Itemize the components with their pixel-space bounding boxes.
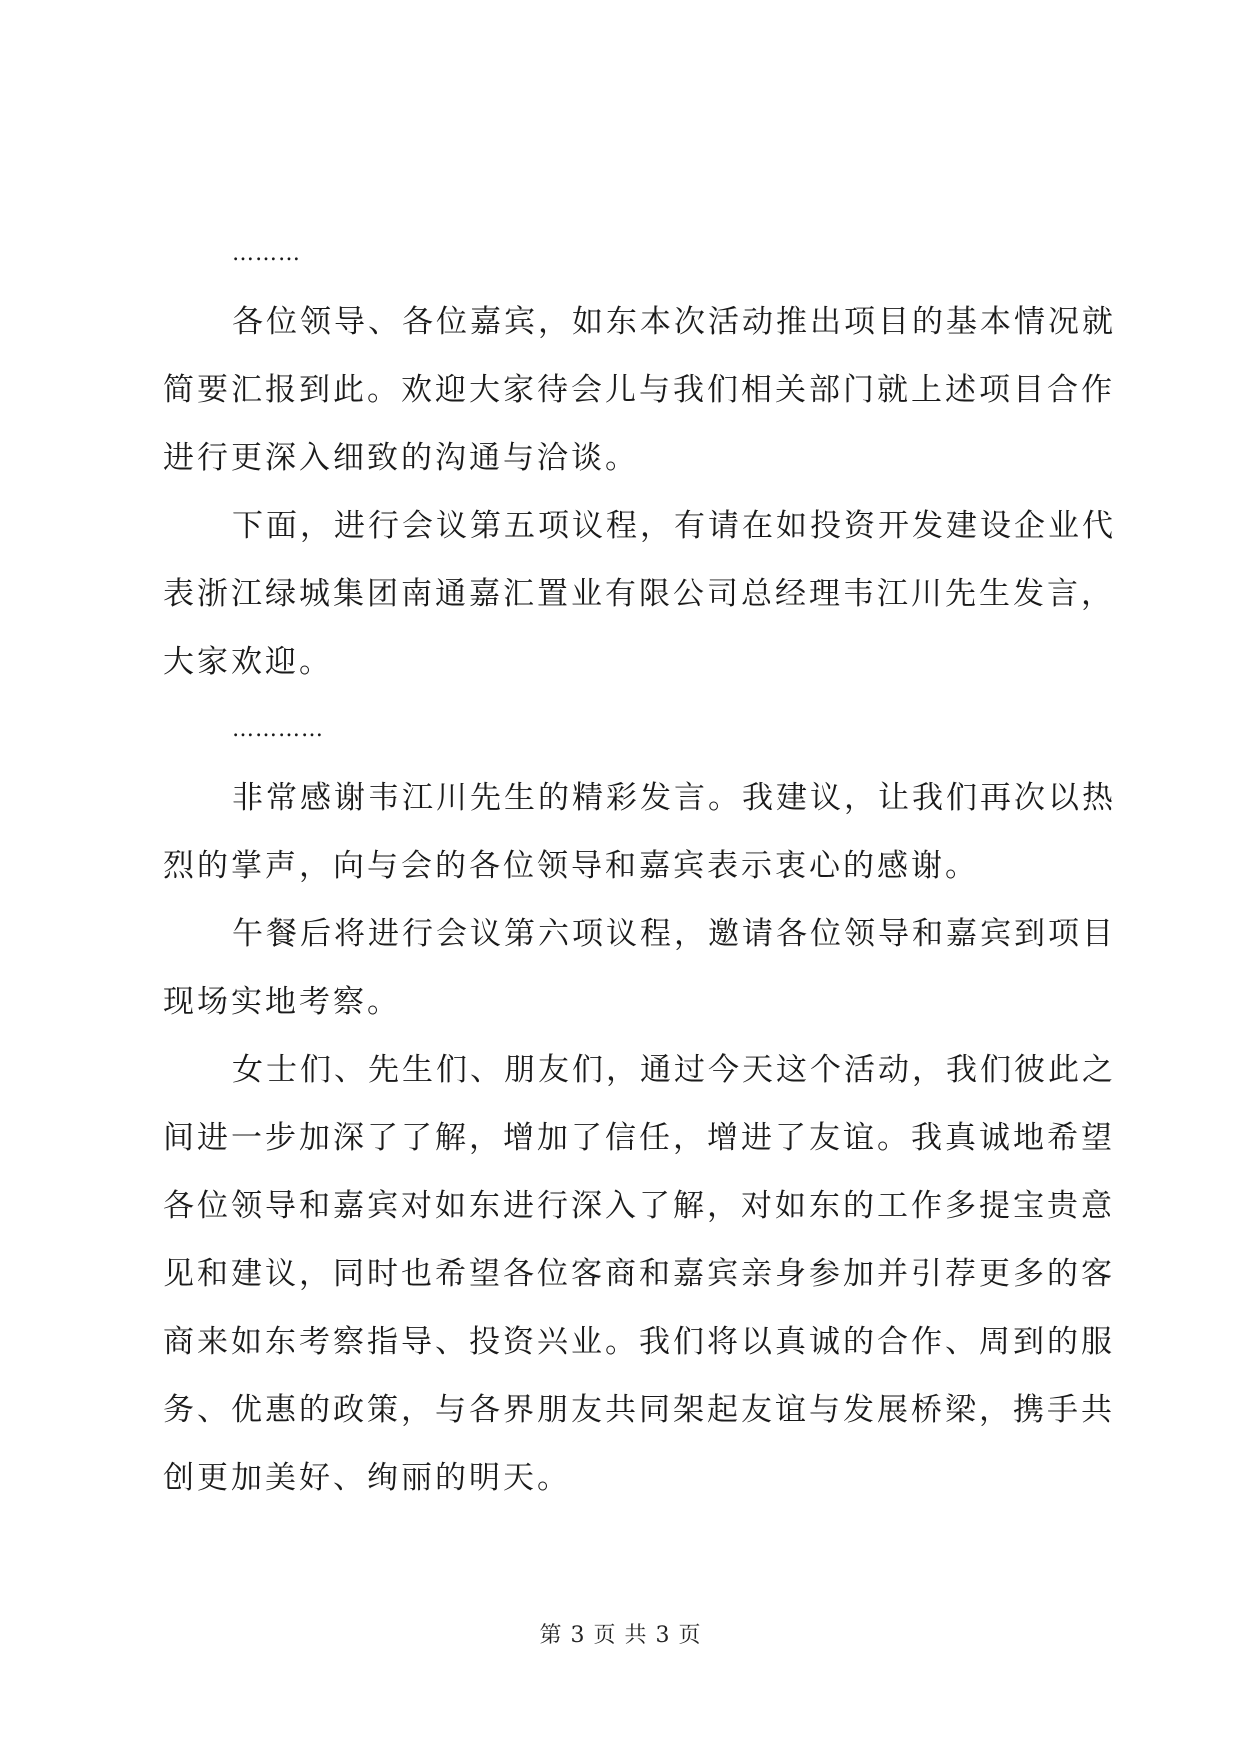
text-line: 间进一步加深了了解，增加了信任，增进了友谊。我真诚地希望 (163, 1120, 1115, 1156)
text-line: 非常感谢韦江川先生的精彩发言。我建议，让我们再次以热 (232, 780, 1116, 816)
text-line: 现场实地考察。 (163, 984, 401, 1020)
text-line: 下面，进行会议第五项议程，有请在如投资开发建设企业代 (232, 508, 1116, 544)
text-line: 务、优惠的政策，与各界朋友共同架起友谊与发展桥梁，携手共 (163, 1392, 1115, 1428)
text-line: 各位领导和嘉宾对如东进行深入了解，对如东的工作多提宝贵意 (163, 1188, 1115, 1224)
text-line: 商来如东考察指导、投资兴业。我们将以真诚的合作、周到的服 (163, 1324, 1115, 1360)
page-footer: 第 3 页 共 3 页 (539, 1623, 702, 1648)
text-line: 进行更深入细致的沟通与洽谈。 (163, 440, 639, 476)
document-body (163, 220, 1116, 1512)
text-line: 烈的掌声，向与会的各位领导和嘉宾表示衷心的感谢。 (163, 848, 979, 884)
text-line: 表浙江绿城集团南通嘉汇置业有限公司总经理韦江川先生发言， (163, 576, 1115, 612)
text-line: 女士们、先生们、朋友们，通过今天这个活动，我们彼此之 (232, 1052, 1116, 1088)
text-line: 简要汇报到此。欢迎大家待会儿与我们相关部门就上述项目合作 (163, 372, 1115, 408)
ellipsis-line: ………… (232, 717, 324, 742)
text-line: 各位领导、各位嘉宾，如东本次活动推出项目的基本情况就 (232, 304, 1116, 340)
text-line: 午餐后将进行会议第六项议程，邀请各位领导和嘉宾到项目 (232, 916, 1116, 952)
ellipsis-line: ……… (232, 241, 301, 266)
text-line: 大家欢迎。 (163, 644, 333, 680)
text-line: 见和建议，同时也希望各位客商和嘉宾亲身参加并引荐更多的客 (163, 1256, 1115, 1292)
text-line: 创更加美好、绚丽的明天。 (163, 1460, 571, 1496)
